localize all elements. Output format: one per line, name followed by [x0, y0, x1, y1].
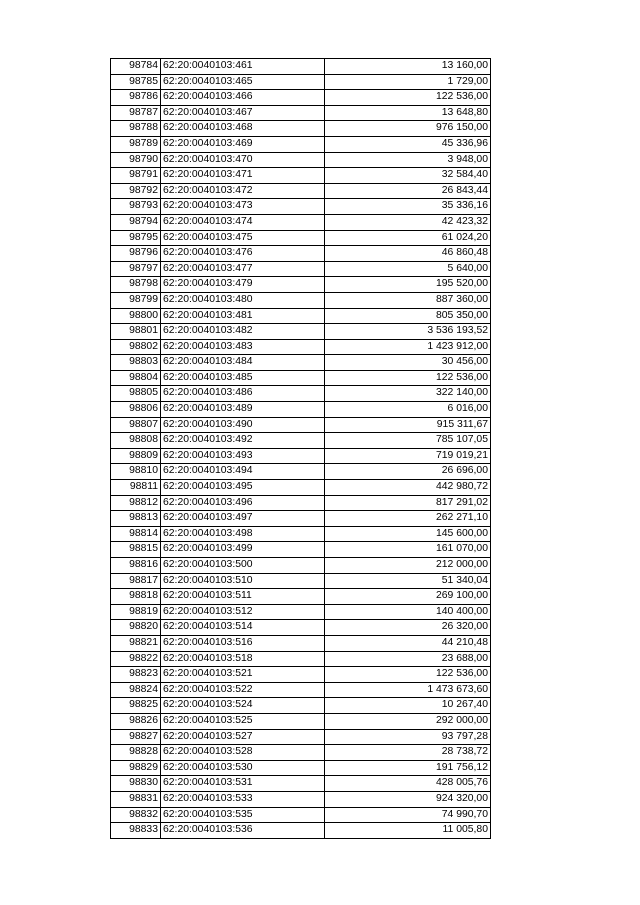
value-cell: 10 267,40 [325, 698, 491, 714]
table-row [111, 339, 491, 355]
value-cell: 719 019,21 [325, 448, 491, 464]
row-id-cell: 98802 [111, 339, 161, 355]
value-cell: 26 696,00 [325, 464, 491, 480]
row-id-cell: 98790 [111, 152, 161, 168]
cadastral-number-cell: 62:20:0040103:521 [161, 667, 325, 683]
row-id-cell: 98825 [111, 698, 161, 714]
row-id-cell: 98831 [111, 791, 161, 807]
table-row [111, 651, 491, 667]
row-id-cell: 98801 [111, 324, 161, 340]
row-id-cell: 98828 [111, 745, 161, 761]
table-row [111, 495, 491, 511]
table-row [111, 526, 491, 542]
cadastral-number-cell: 62:20:0040103:536 [161, 823, 325, 839]
value-cell: 11 005,80 [325, 823, 491, 839]
value-cell: 322 140,00 [325, 386, 491, 402]
cadastral-number-cell: 62:20:0040103:461 [161, 59, 325, 75]
value-cell: 61 024,20 [325, 230, 491, 246]
row-id-cell: 98793 [111, 199, 161, 215]
table-row [111, 667, 491, 683]
value-cell: 6 016,00 [325, 402, 491, 418]
value-cell: 28 738,72 [325, 745, 491, 761]
table-row [111, 370, 491, 386]
value-cell: 46 860,48 [325, 246, 491, 262]
row-id-cell: 98816 [111, 558, 161, 574]
table-row [111, 386, 491, 402]
row-id-cell: 98829 [111, 760, 161, 776]
cadastral-number-cell: 62:20:0040103:498 [161, 526, 325, 542]
value-cell: 26 843,44 [325, 183, 491, 199]
cadastral-number-cell: 62:20:0040103:500 [161, 558, 325, 574]
table-row [111, 542, 491, 558]
row-id-cell: 98827 [111, 729, 161, 745]
table-row [111, 776, 491, 792]
table-row [111, 152, 491, 168]
table-row [111, 292, 491, 308]
cadastral-value-table [110, 58, 491, 839]
row-id-cell: 98792 [111, 183, 161, 199]
cadastral-number-cell: 62:20:0040103:530 [161, 760, 325, 776]
value-cell: 1 423 912,00 [325, 339, 491, 355]
row-id-cell: 98800 [111, 308, 161, 324]
cadastral-number-cell: 62:20:0040103:477 [161, 261, 325, 277]
value-cell: 269 100,00 [325, 589, 491, 605]
table-row [111, 324, 491, 340]
row-id-cell: 98789 [111, 136, 161, 152]
cadastral-number-cell: 62:20:0040103:468 [161, 121, 325, 137]
cadastral-number-cell: 62:20:0040103:493 [161, 448, 325, 464]
row-id-cell: 98808 [111, 433, 161, 449]
value-cell: 74 990,70 [325, 807, 491, 823]
value-cell: 122 536,00 [325, 90, 491, 106]
value-cell: 442 980,72 [325, 480, 491, 496]
table-row [111, 464, 491, 480]
table-row [111, 448, 491, 464]
value-cell: 924 320,00 [325, 791, 491, 807]
cadastral-number-cell: 62:20:0040103:511 [161, 589, 325, 605]
value-cell: 195 520,00 [325, 277, 491, 293]
row-id-cell: 98821 [111, 635, 161, 651]
cadastral-number-cell: 62:20:0040103:496 [161, 495, 325, 511]
cadastral-number-cell: 62:20:0040103:480 [161, 292, 325, 308]
cadastral-number-cell: 62:20:0040103:472 [161, 183, 325, 199]
table-row [111, 480, 491, 496]
cadastral-number-cell: 62:20:0040103:490 [161, 417, 325, 433]
value-cell: 976 150,00 [325, 121, 491, 137]
table-row [111, 74, 491, 90]
cadastral-number-cell: 62:20:0040103:482 [161, 324, 325, 340]
value-cell: 32 584,40 [325, 168, 491, 184]
row-id-cell: 98791 [111, 168, 161, 184]
value-cell: 5 640,00 [325, 261, 491, 277]
table-row [111, 277, 491, 293]
table-row [111, 214, 491, 230]
value-cell: 145 600,00 [325, 526, 491, 542]
cadastral-number-cell: 62:20:0040103:475 [161, 230, 325, 246]
value-cell: 262 271,10 [325, 511, 491, 527]
table-row [111, 230, 491, 246]
row-id-cell: 98826 [111, 713, 161, 729]
table-row [111, 635, 491, 651]
value-cell: 1 729,00 [325, 74, 491, 90]
table-row [111, 682, 491, 698]
row-id-cell: 98814 [111, 526, 161, 542]
cadastral-number-cell: 62:20:0040103:476 [161, 246, 325, 262]
row-id-cell: 98811 [111, 480, 161, 496]
cadastral-number-cell: 62:20:0040103:467 [161, 105, 325, 121]
table-row [111, 511, 491, 527]
value-cell: 23 688,00 [325, 651, 491, 667]
row-id-cell: 98794 [111, 214, 161, 230]
cadastral-number-cell: 62:20:0040103:518 [161, 651, 325, 667]
cadastral-number-cell: 62:20:0040103:510 [161, 573, 325, 589]
value-cell: 35 336,16 [325, 199, 491, 215]
value-cell: 45 336,96 [325, 136, 491, 152]
value-cell: 805 350,00 [325, 308, 491, 324]
table-row [111, 417, 491, 433]
row-id-cell: 98818 [111, 589, 161, 605]
value-cell: 1 473 673,60 [325, 682, 491, 698]
table-row [111, 823, 491, 839]
row-id-cell: 98822 [111, 651, 161, 667]
table-row [111, 433, 491, 449]
value-cell: 13 648,80 [325, 105, 491, 121]
cadastral-number-cell: 62:20:0040103:484 [161, 355, 325, 371]
cadastral-number-cell: 62:20:0040103:465 [161, 74, 325, 90]
row-id-cell: 98820 [111, 620, 161, 636]
row-id-cell: 98796 [111, 246, 161, 262]
row-id-cell: 98812 [111, 495, 161, 511]
cadastral-number-cell: 62:20:0040103:473 [161, 199, 325, 215]
value-cell: 161 070,00 [325, 542, 491, 558]
cadastral-number-cell: 62:20:0040103:466 [161, 90, 325, 106]
value-cell: 140 400,00 [325, 604, 491, 620]
value-cell: 42 423,32 [325, 214, 491, 230]
table-row [111, 760, 491, 776]
row-id-cell: 98803 [111, 355, 161, 371]
row-id-cell: 98788 [111, 121, 161, 137]
table-row [111, 105, 491, 121]
table-row [111, 59, 491, 75]
value-cell: 292 000,00 [325, 713, 491, 729]
table-row [111, 729, 491, 745]
value-cell: 915 311,67 [325, 417, 491, 433]
value-cell: 3 948,00 [325, 152, 491, 168]
cadastral-number-cell: 62:20:0040103:497 [161, 511, 325, 527]
row-id-cell: 98804 [111, 370, 161, 386]
cadastral-number-cell: 62:20:0040103:492 [161, 433, 325, 449]
value-cell: 428 005,76 [325, 776, 491, 792]
cadastral-number-cell: 62:20:0040103:535 [161, 807, 325, 823]
table-row [111, 121, 491, 137]
row-id-cell: 98830 [111, 776, 161, 792]
cadastral-number-cell: 62:20:0040103:481 [161, 308, 325, 324]
cadastral-number-cell: 62:20:0040103:525 [161, 713, 325, 729]
table-row [111, 183, 491, 199]
value-cell: 817 291,02 [325, 495, 491, 511]
cadastral-number-cell: 62:20:0040103:483 [161, 339, 325, 355]
table-row [111, 558, 491, 574]
row-id-cell: 98786 [111, 90, 161, 106]
value-cell: 785 107,05 [325, 433, 491, 449]
cadastral-number-cell: 62:20:0040103:494 [161, 464, 325, 480]
table-row [111, 573, 491, 589]
row-id-cell: 98784 [111, 59, 161, 75]
table-row [111, 713, 491, 729]
value-cell: 51 340,04 [325, 573, 491, 589]
row-id-cell: 98833 [111, 823, 161, 839]
value-cell: 122 536,00 [325, 667, 491, 683]
row-id-cell: 98806 [111, 402, 161, 418]
table-row [111, 246, 491, 262]
cadastral-number-cell: 62:20:0040103:495 [161, 480, 325, 496]
table-row [111, 90, 491, 106]
cadastral-number-cell: 62:20:0040103:471 [161, 168, 325, 184]
table-row [111, 698, 491, 714]
cadastral-number-cell: 62:20:0040103:486 [161, 386, 325, 402]
table-row [111, 402, 491, 418]
value-cell: 122 536,00 [325, 370, 491, 386]
table-row [111, 807, 491, 823]
value-cell: 212 000,00 [325, 558, 491, 574]
row-id-cell: 98810 [111, 464, 161, 480]
cadastral-number-cell: 62:20:0040103:527 [161, 729, 325, 745]
row-id-cell: 98787 [111, 105, 161, 121]
value-cell: 191 756,12 [325, 760, 491, 776]
table-row [111, 745, 491, 761]
value-cell: 3 536 193,52 [325, 324, 491, 340]
cadastral-number-cell: 62:20:0040103:522 [161, 682, 325, 698]
table-row [111, 199, 491, 215]
value-cell: 26 320,00 [325, 620, 491, 636]
value-cell: 887 360,00 [325, 292, 491, 308]
table-row [111, 604, 491, 620]
cadastral-number-cell: 62:20:0040103:516 [161, 635, 325, 651]
row-id-cell: 98813 [111, 511, 161, 527]
value-cell: 13 160,00 [325, 59, 491, 75]
cadastral-number-cell: 62:20:0040103:470 [161, 152, 325, 168]
cadastral-number-cell: 62:20:0040103:489 [161, 402, 325, 418]
row-id-cell: 98809 [111, 448, 161, 464]
row-id-cell: 98798 [111, 277, 161, 293]
row-id-cell: 98817 [111, 573, 161, 589]
table-row [111, 308, 491, 324]
row-id-cell: 98824 [111, 682, 161, 698]
table-row [111, 589, 491, 605]
value-cell: 44 210,48 [325, 635, 491, 651]
row-id-cell: 98819 [111, 604, 161, 620]
row-id-cell: 98807 [111, 417, 161, 433]
cadastral-number-cell: 62:20:0040103:524 [161, 698, 325, 714]
cadastral-number-cell: 62:20:0040103:512 [161, 604, 325, 620]
table-row [111, 620, 491, 636]
cadastral-number-cell: 62:20:0040103:514 [161, 620, 325, 636]
cadastral-number-cell: 62:20:0040103:533 [161, 791, 325, 807]
row-id-cell: 98823 [111, 667, 161, 683]
cadastral-number-cell: 62:20:0040103:531 [161, 776, 325, 792]
cadastral-number-cell: 62:20:0040103:528 [161, 745, 325, 761]
table-row [111, 261, 491, 277]
row-id-cell: 98805 [111, 386, 161, 402]
row-id-cell: 98815 [111, 542, 161, 558]
cadastral-number-cell: 62:20:0040103:499 [161, 542, 325, 558]
row-id-cell: 98797 [111, 261, 161, 277]
table-body [111, 59, 491, 839]
cadastral-number-cell: 62:20:0040103:474 [161, 214, 325, 230]
cadastral-number-cell: 62:20:0040103:479 [161, 277, 325, 293]
row-id-cell: 98785 [111, 74, 161, 90]
row-id-cell: 98832 [111, 807, 161, 823]
table-row [111, 791, 491, 807]
table-row [111, 136, 491, 152]
value-cell: 93 797,28 [325, 729, 491, 745]
table-row [111, 168, 491, 184]
value-cell: 30 456,00 [325, 355, 491, 371]
table-row [111, 355, 491, 371]
cadastral-number-cell: 62:20:0040103:469 [161, 136, 325, 152]
row-id-cell: 98795 [111, 230, 161, 246]
cadastral-number-cell: 62:20:0040103:485 [161, 370, 325, 386]
row-id-cell: 98799 [111, 292, 161, 308]
